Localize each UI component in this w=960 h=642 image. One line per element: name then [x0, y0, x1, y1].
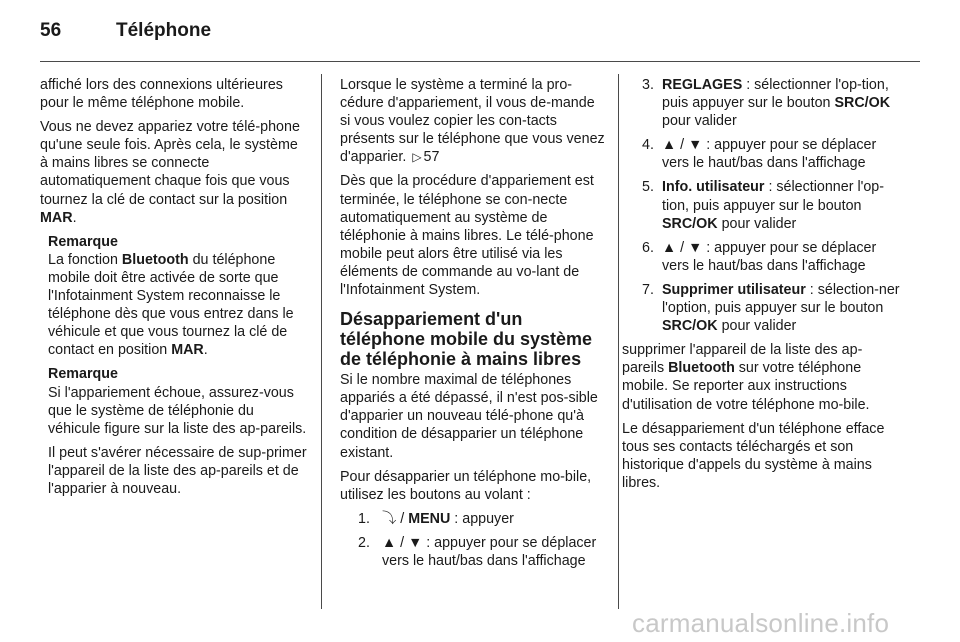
page-header	[40, 20, 920, 50]
page-reference[interactable]: 57	[423, 149, 440, 166]
note-box	[40, 233, 308, 360]
column-divider-2	[618, 74, 619, 609]
step-text: : appuyer	[450, 510, 514, 527]
key-label: REGLAGES	[662, 77, 743, 93]
section-heading: Désappariement d'un téléphone mobile du système de téléphonie à mains libres	[340, 309, 593, 370]
note-text-part: du téléphone mobile doit être activée de sorte que l'Infotainment System reconnaisse le téléphone dès que vous entrez dans le véhicule et que vous tournez la clé de contact en position	[48, 251, 294, 359]
paragraph	[40, 118, 308, 227]
list-item	[340, 510, 606, 528]
note-text: Il peut s'avérer nécessaire de sup-primer l'appareil de la liste des ap-pareils et de l'apparier à nouveau.	[48, 444, 307, 497]
watermark: carmanualsonline.info	[632, 608, 890, 638]
step-number: 6.	[642, 239, 654, 256]
key-label: MAR	[171, 342, 204, 359]
steps-list	[340, 510, 606, 570]
step-text: ▲ / ▼ : appuyer pour se déplacer vers le haut/bas dans l'affichage	[662, 239, 877, 274]
key-label: Bluetooth	[668, 360, 735, 377]
step-number: 2.	[358, 534, 370, 551]
step-number: 1.	[358, 510, 370, 527]
list-item	[622, 76, 904, 130]
key-label: MAR	[40, 209, 73, 226]
paragraph: Le désappariement d'un téléphone efface tous ses contacts téléchargés et son historique d'appels du système à mains libres.	[622, 420, 885, 491]
list-item	[622, 281, 904, 335]
list-item	[622, 136, 904, 172]
step-number: 4.	[642, 137, 654, 154]
paragraph	[622, 341, 904, 413]
step-text: : sélection-ner l'option, puis appuyer sur le bouton	[662, 281, 900, 317]
step-number: 3.	[642, 77, 654, 93]
note-text: Si l'appariement échoue, assurez-vous que le système de téléphonie du véhicule figure sur la liste des ap-pareils.	[48, 384, 307, 437]
list-item	[340, 534, 606, 570]
note-title: Remarque	[48, 366, 118, 383]
header-rule	[40, 61, 920, 62]
column-1	[40, 76, 308, 504]
key-label: Supprimer utilisateur	[662, 281, 806, 298]
note-text-part: .	[203, 342, 208, 359]
step-number: 5.	[642, 179, 654, 196]
step-number: 7.	[642, 281, 654, 298]
steps-list	[622, 76, 904, 335]
note-box	[40, 365, 308, 498]
page-number: 56	[40, 20, 62, 41]
key-label: Bluetooth	[121, 251, 189, 268]
step-text: pour valider	[662, 113, 737, 130]
paragraph: Dès que la procédure d'appariement est terminée, le téléphone se con-necte automatiquement au système de téléphonie à mains libres. Le télé-phone mobile peut alors être utilisé via les éléments de commande au vo-lant de l'Infotainment System.	[340, 173, 594, 299]
step-text: pour valider	[717, 318, 797, 335]
paragraph-text: Lorsque le système a terminé la pro-cédure d'appariement, il vous de-mande si vous voulez copier les con-tacts présents sur le téléphone que vous venez d'apparier.	[340, 77, 605, 166]
step-text: /	[396, 510, 409, 527]
list-item	[622, 178, 904, 232]
note-text-part: La fonction	[48, 251, 122, 268]
key-label: MENU	[408, 510, 451, 527]
key-label: Info. utilisateur	[662, 179, 765, 196]
key-label: SRC/OK	[662, 318, 718, 335]
paragraph-text: Vous ne devez appariez votre télé-phone qu'une seule fois. Après cela, le système à mains libres se connecte automatiquement chaque fois que vous tournez la clé de contact sur la position	[40, 119, 300, 208]
paragraph-text: .	[72, 209, 77, 226]
triangle-right-outline-icon[interactable]: ▷	[412, 150, 422, 165]
column-3	[622, 76, 904, 498]
note-text	[48, 251, 308, 360]
step-text: : sélectionner l'op-tion, puis appuyer sur le bouton	[662, 77, 889, 112]
step-text: : sélectionner l'op-tion, puis appuyer sur le bouton	[662, 179, 885, 214]
column-divider-1	[321, 74, 322, 609]
key-label: SRC/OK	[834, 95, 891, 112]
phone-hook-icon: ⤵	[382, 510, 397, 527]
page-title: Téléphone	[116, 20, 212, 41]
paragraph: Pour désapparier un téléphone mo-bile, utilisez les boutons au volant :	[340, 468, 592, 503]
key-label: SRC/OK	[662, 215, 718, 232]
paragraph	[340, 76, 606, 166]
paragraph: Si le nombre maximal de téléphones appariés a été dépassé, il n'est pos-sible d'apparier un nouveau télé-phone qu'à condition de désapparier un téléphone existant.	[340, 372, 598, 461]
paragraph: affiché lors des connexions ultérieures pour le même téléphone mobile.	[40, 77, 283, 112]
paragraph-text: supprimer l'appareil de la liste des ap-pareils	[622, 342, 863, 377]
step-text: ▲ / ▼ : appuyer pour se déplacer vers le haut/bas dans l'affichage	[662, 137, 877, 172]
step-text: ▲ / ▼ : appuyer pour se déplacer vers le haut/bas dans l'affichage	[382, 534, 597, 569]
paragraph-text: sur votre téléphone mobile. Se reporter aux instructions d'utilisation de votre téléphone mo-bile.	[622, 360, 870, 413]
list-item	[622, 239, 904, 275]
note-title: Remarque	[48, 233, 118, 250]
column-2	[340, 76, 606, 576]
step-text: pour valider	[717, 215, 797, 232]
